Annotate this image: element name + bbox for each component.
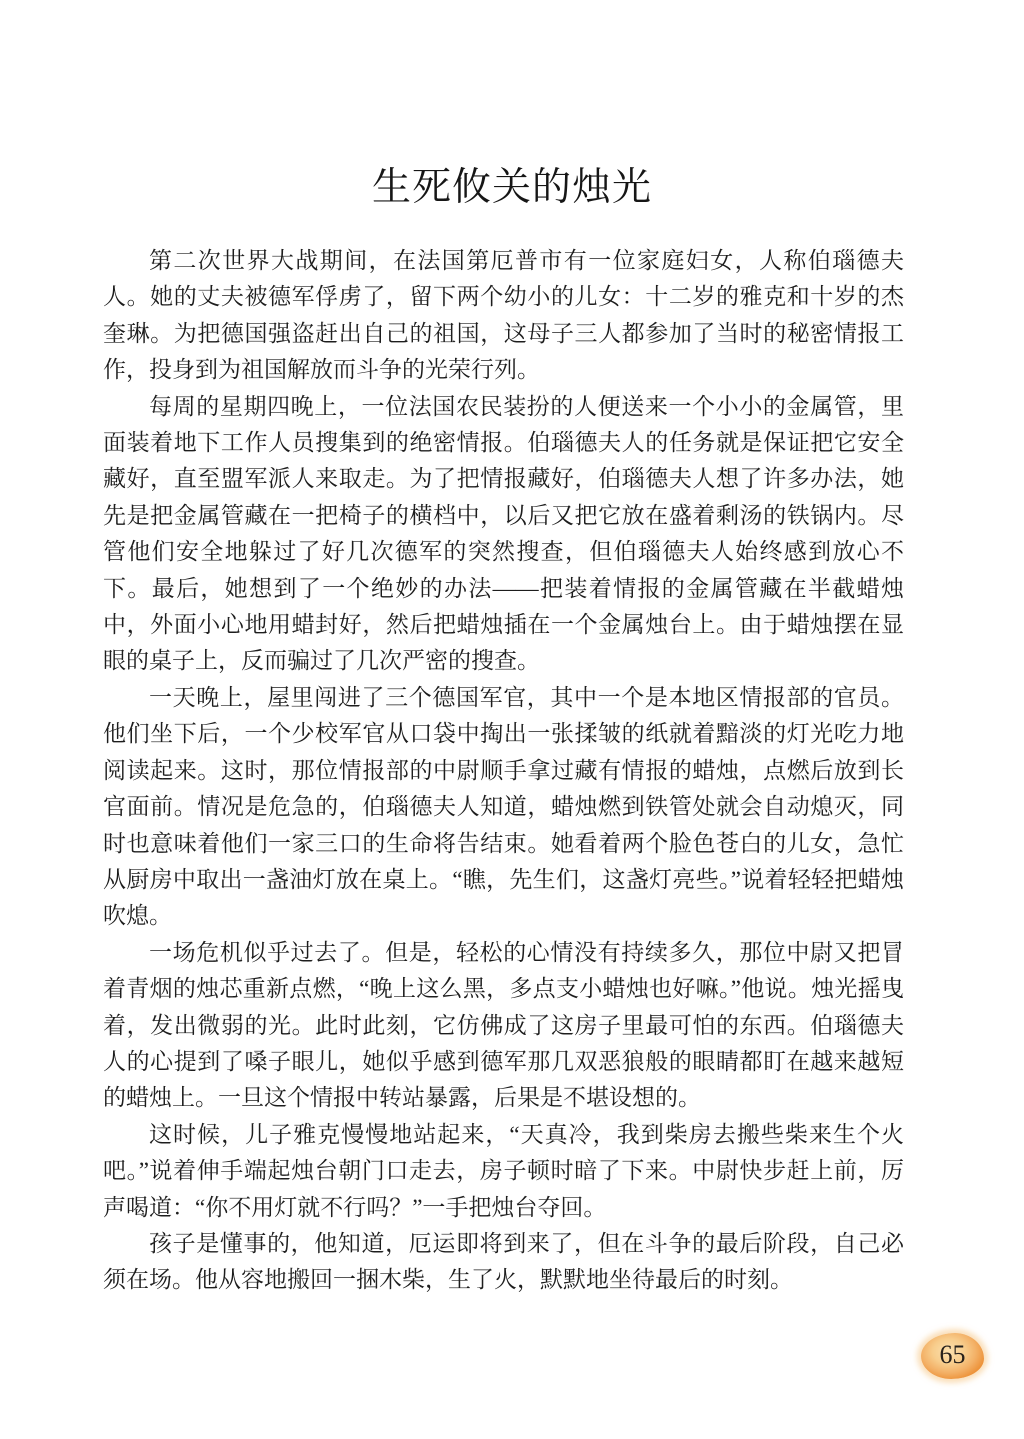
paragraph: 孩子是懂事的，他知道，厄运即将到来了，但在斗争的最后阶段，自己必须在场。他从容地搬回一捆木柴，生了火，默默地坐待最后的时刻。 [103, 1230, 904, 1293]
lesson-title: 生死攸关的烛光 [371, 166, 652, 209]
paragraph: 每周的星期四晚上，一位法国农民装扮的人便送来一个小小的金属管，里面装着地下工作人员搜集到的绝密情报。伯瑙德夫人的任务就是保证把它安全藏好，直至盟军派人来取走。为了把情报藏好，伯瑙德夫人想了许多办法，她先是把金属管藏在一把椅子的横档中，以后又把它放在盛着剩汤的铁锅内。尽管他们安全地躲过了好几次德军的突然搜查，但伯瑙德夫人始终感到放心不下。最后，她想到了一个绝妙的办法——把装着情报的金属管藏在半截蜡烛中，外面小心地用蜡封好，然后把蜡烛插在一个金属烛台上。由于蜡烛摆在显眼的桌子上，反而骗过了几次严密的搜查。 [103, 393, 904, 674]
paragraph: 第二次世界大战期间，在法国第厄普市有一位家庭妇女，人称伯瑙德夫人。她的丈夫被德军俘虏了，留下两个幼小的儿女：十二岁的雅克和十岁的杰奎琳。为把德国强盗赶出自己的祖国，这母子三人都参加了当时的秘密情报工作，投身到为祖国解放而斗争的光荣行列。 [103, 248, 904, 383]
paragraph: 一场危机似乎过去了。但是，轻松的心情没有持续多久，那位中尉又把冒着青烟的烛芯重新点燃，“晚上这么黑，多点支小蜡烛也好嘛。”他说。烛光摇曳着，发出微弱的光。此时此刻，它仿佛成了这房子里最可怕的东西。伯瑙德夫人的心提到了嗓子眼儿，她似乎感到德军那几双恶狼般的眼睛都盯在越来越短的蜡烛上。一旦这个情报中转站暴露，后果是不堪设想的。 [103, 939, 904, 1111]
page-number: 65 [939, 1340, 966, 1369]
lesson-body [103, 243, 904, 1299]
page-number-badge [921, 1333, 984, 1379]
paragraph: 这时候，儿子雅克慢慢地站起来，“天真冷，我到柴房去搬些柴来生个火吧。”说着伸手端起烛台朝门口走去，房子顿时暗了下来。中尉快步赶上前，厉声喝道：“你不用灯就不行吗？”一手把烛台夺回。 [103, 1121, 904, 1220]
paragraph: 一天晚上，屋里闯进了三个德国军官，其中一个是本地区情报部的官员。他们坐下后，一个少校军官从口袋中掏出一张揉皱的纸就着黯淡的灯光吃力地阅读起来。这时，那位情报部的中尉顺手拿过藏有情报的蜡烛，点燃后放到长官面前。情况是危急的，伯瑙德夫人知道，蜡烛燃到铁管处就会自动熄灭，同时也意味着他们一家三口的生命将告结束。她看着两个脸色苍白的儿女，急忙从厨房中取出一盏油灯放在桌上。“瞧，先生们，这盏灯亮些。”说着轻轻把蜡烛吹熄。 [103, 684, 904, 929]
